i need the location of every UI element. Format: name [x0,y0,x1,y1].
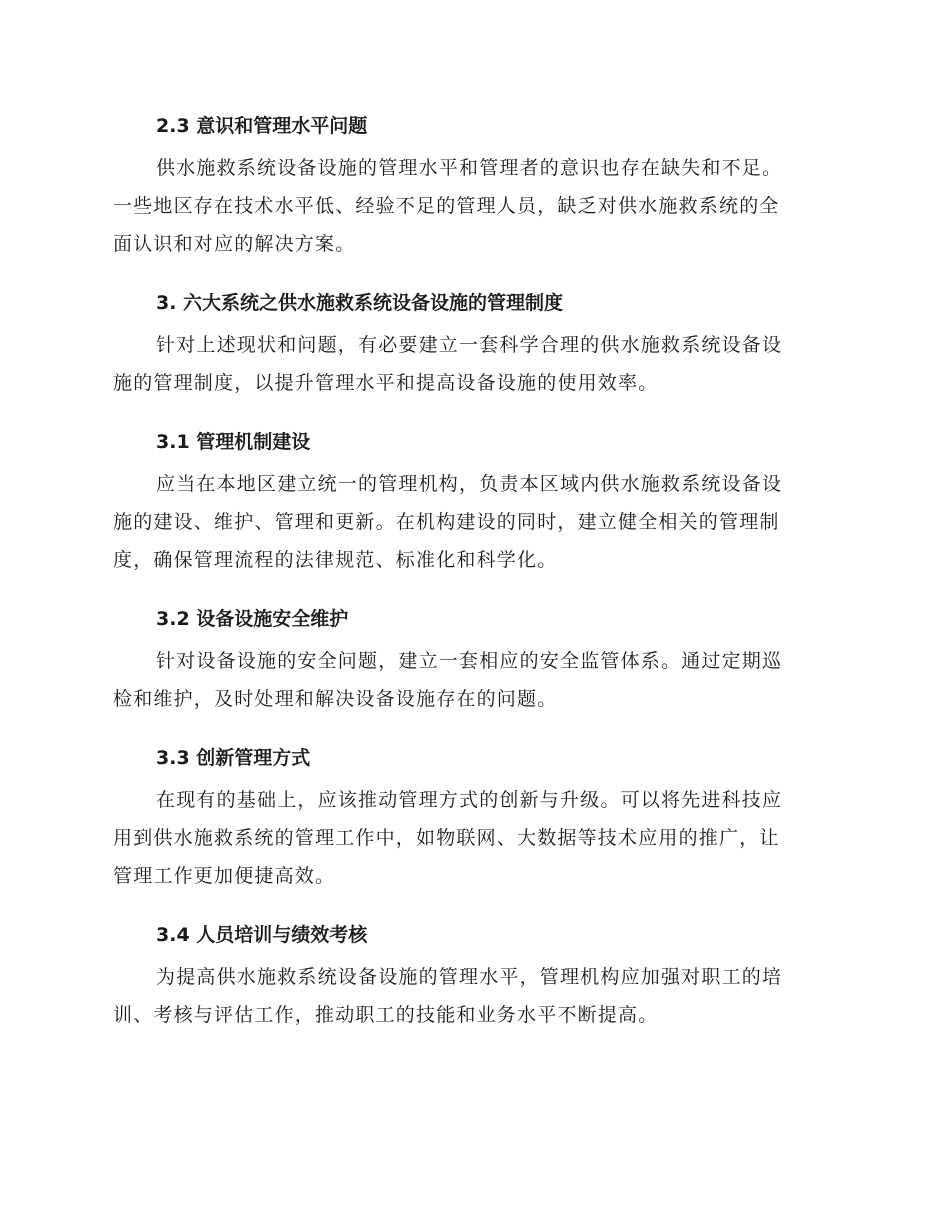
section-heading-3: 3. 六大系统之供水施救系统设备设施的管理制度 [156,292,564,314]
document-page [113,106,831,1054]
section-paragraph-3-2: 针对设备设施的安全问题，建立一套相应的安全监管体系。通过定期巡 检和维护，及时处理和解决设备设施存在的问题。 [113,650,783,710]
section-heading-3-2: 3.2 设备设施安全维护 [156,608,349,630]
section-paragraph-3-3: 在现有的基础上，应该推动管理方式的创新与升级。可以将先进科技应 用到供水施救系统的管理工作中，如物联网、大数据等技术应用的推广，让 管理工作更加便捷高效。 [113,789,783,887]
section-heading-3-3: 3.3 创新管理方式 [156,747,311,769]
section-paragraph-3-4: 为提高供水施救系统设备设施的管理水平，管理机构应加强对职工的培 训、考核与评估工作，推动职工的技能和业务水平不断提高。 [113,966,783,1026]
section-paragraph-2-3: 供水施救系统设备设施的管理水平和管理者的意识也存在缺失和不足。 一些地区存在技术水平低、经验不足的管理人员，缺乏对供水施救系统的全 面认识和对应的解决方案。 [113,157,783,255]
section-heading-3-1: 3.1 管理机制建设 [156,431,311,453]
section-heading-2-3: 2.3 意识和管理水平问题 [156,115,368,137]
section-heading-3-4: 3.4 人员培训与绩效考核 [156,924,368,946]
section-paragraph-3: 针对上述现状和问题，有必要建立一套科学合理的供水施救系统设备设 施的管理制度，以提升管理水平和提高设备设施的使用效率。 [113,334,783,394]
section-paragraph-3-1: 应当在本地区建立统一的管理机构，负责本区域内供水施救系统设备设 施的建设、维护、管理和更新。在机构建设的同时，建立健全相关的管理制 度，确保管理流程的法律规范、标准化和科学化。 [113,473,783,571]
